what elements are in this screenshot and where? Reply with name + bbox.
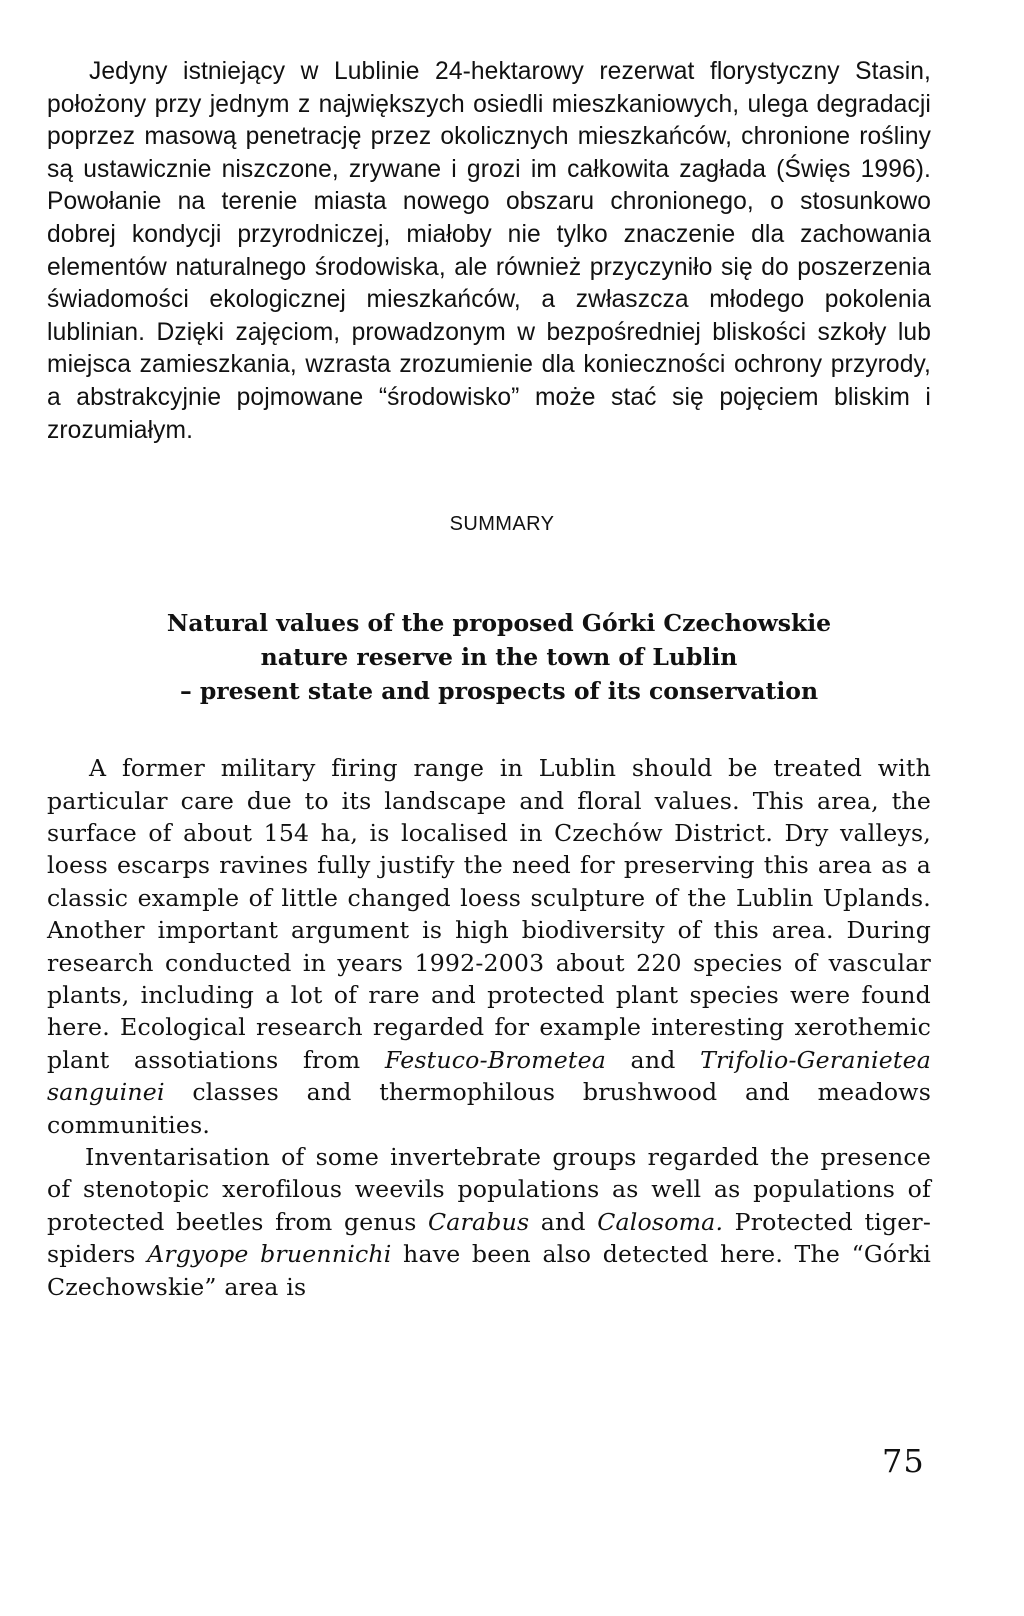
text-run: and: [606, 1045, 701, 1074]
taxon-name: Calosoma.: [597, 1207, 724, 1236]
page-number: 75: [882, 1442, 925, 1480]
polish-paragraph: Jedyny istniejący w Lublinie 24-hektarowy rezerwat florystyczny Stasin, położony przy jednym z największych osiedli mieszkaniowych, ulega degradacji poprzez masową penetrację przez okolicznych mieszkańców, chronione rośliny są ustawicznie niszczone, zrywane i grozi im całkowita zagłada (Święs 1996). Powołanie na terenie miasta nowego obszaru chronionego, o stosunkowo dobrej kondycji przyrodniczej, miałoby nie tylko znaczenie dla zachowania elementów naturalnego środowiska, ale również przyczyniło się do poszerzenia świadomości ekologicznej mieszkańców, a zwłaszcza młodego pokolenia lublinian. Dzięki zajęciom, prowadzonym w bezpośredniej bliskości szkoły lub miejsca zamieszkania, wzrasta zrozumienie dla konieczności ochrony przyrody, a abstrakcyjnie pojmowane “środowisko” może stać się pojęciem bliskim i zrozumiałym.: [47, 58, 931, 444]
taxon-name: Carabus: [428, 1207, 530, 1236]
taxon-name: Argyope bruennichi: [147, 1240, 392, 1269]
text-run: classes and thermophilous brushwood and meadows communities.: [47, 1078, 931, 1139]
english-paragraph-1: [47, 752, 931, 1141]
summary-title-line-3: – present state and prospects of its conservation: [179, 677, 819, 706]
summary-heading: SUMMARY: [449, 513, 555, 536]
summary-title: [67, 606, 931, 708]
english-paragraph-2: [47, 1141, 931, 1303]
taxon-name: Festuco-Brometea: [384, 1045, 607, 1074]
summary-title-line-1: Natural values of the proposed Górki Czechowskie: [166, 609, 832, 638]
summary-title-line-2: nature reserve in the town of Lublin: [260, 643, 738, 672]
text-run: Protected tiger-spiders: [47, 1207, 932, 1269]
text-run: and: [529, 1207, 598, 1236]
text-run: Inventarisation of some invertebrate groups regarded the presence of stenotopic xerofilous weevils populations as well as populations of protected beetles from genus: [47, 1143, 931, 1236]
page-body: [47, 56, 931, 1303]
text-run: have been also detected here. The “Górki Czechowskie” area is: [47, 1240, 932, 1301]
text-run: A former military firing range in Lublin should be treated with particular care due to its landscape and floral values. This area, the surface of about 154 ha, is localised in Czechów District. Dry valleys, loess escarps ravines fully justify the need for preserving this area as a classic example of little changed loess sculpture of the Lublin Uplands. Another important argument is high biodiversity of this area. During research conducted in years 1992-2003 about 220 species of vascular plants, including a lot of rare and protected plant species were found here. Ecological research regarded for example interesting xerothemic plant assotiations from: [47, 754, 931, 1074]
taxon-name: Trifolio-Geranietea sanguinei: [47, 1045, 931, 1107]
